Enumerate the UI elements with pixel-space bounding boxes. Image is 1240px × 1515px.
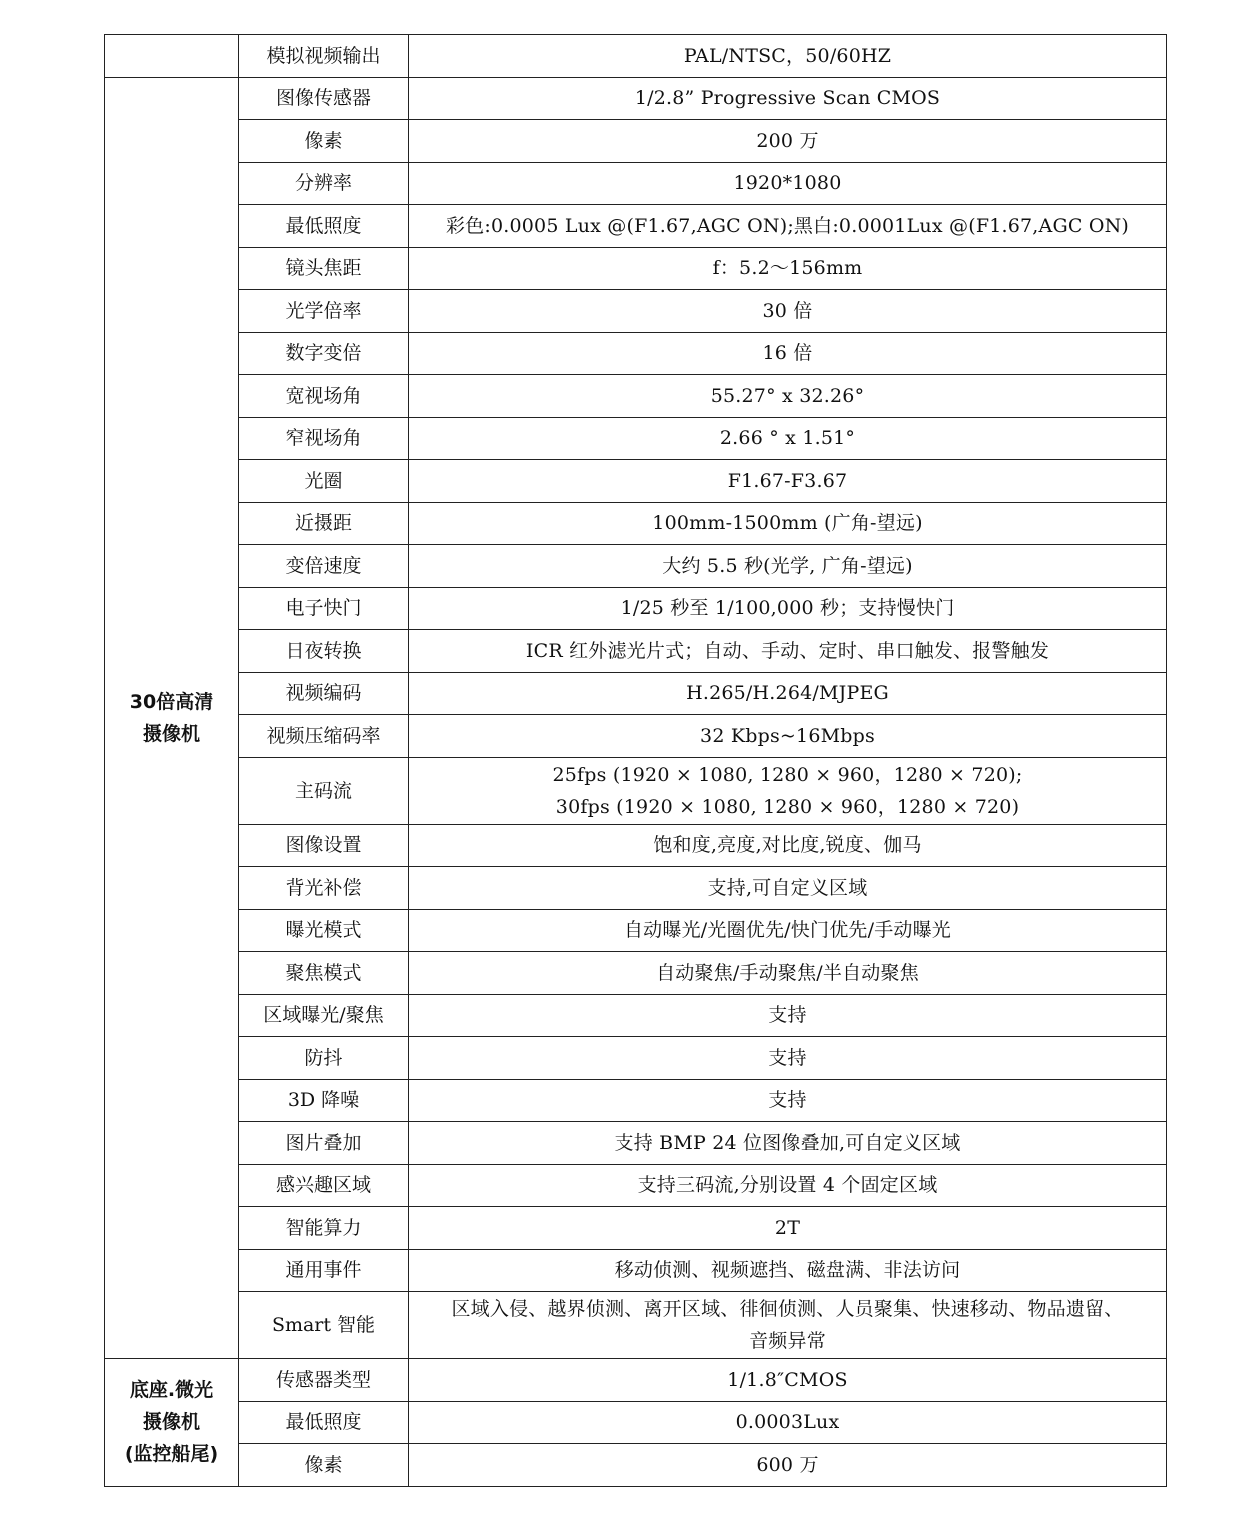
table-row <box>105 1207 1167 1250</box>
param-cell: 电子快门 <box>239 587 409 630</box>
param-cell: 智能算力 <box>239 1207 409 1250</box>
param-cell: 窄视场角 <box>239 417 409 460</box>
value-cell: 1920*1080 <box>409 162 1167 205</box>
value-cell: 支持 <box>409 994 1167 1037</box>
table-row <box>105 162 1167 205</box>
value-line: 25fps (1920 × 1080, 1280 × 960，1280 × 720); <box>552 763 1023 786</box>
param-cell: Smart 智能 <box>239 1292 409 1359</box>
value-cell: f：5.2～156mm <box>409 247 1167 290</box>
param-cell: 光学倍率 <box>239 290 409 333</box>
value-cell: 支持,可自定义区域 <box>409 867 1167 910</box>
value-cell: 200 万 <box>409 120 1167 163</box>
param-cell: 聚焦模式 <box>239 952 409 995</box>
value-line: 区域入侵、越界侦测、离开区域、徘徊侦测、人员聚集、快速移动、物品遗留、 <box>451 1298 1124 1320</box>
table-row <box>105 715 1167 758</box>
value-cell: 100mm-1500mm (广角-望远) <box>409 502 1167 545</box>
param-cell: 视频编码 <box>239 672 409 715</box>
value-cell: 支持 <box>409 1037 1167 1080</box>
param-cell: 区域曝光/聚焦 <box>239 994 409 1037</box>
value-cell: 600 万 <box>409 1444 1167 1487</box>
value-cell: 1/2.8” Progressive Scan CMOS <box>409 77 1167 120</box>
value-cell: 2T <box>409 1207 1167 1250</box>
table-row <box>105 1292 1167 1359</box>
table-row <box>105 1444 1167 1487</box>
value-cell: 32 Kbps~16Mbps <box>409 715 1167 758</box>
value-cell: 16 倍 <box>409 332 1167 375</box>
value-cell: ICR 红外滤光片式；自动、手动、定时、串口触发、报警触发 <box>409 630 1167 673</box>
table-row <box>105 1164 1167 1207</box>
param-cell: 曝光模式 <box>239 909 409 952</box>
table-row <box>105 205 1167 248</box>
group-label-line: 摄像机 <box>142 722 200 745</box>
param-cell: 主码流 <box>239 757 409 824</box>
value-line: 30fps (1920 × 1080, 1280 × 960，1280 × 720) <box>555 795 1020 818</box>
table-row <box>105 672 1167 715</box>
table-row <box>105 1079 1167 1122</box>
param-cell: 像素 <box>239 120 409 163</box>
table-row <box>105 460 1167 503</box>
value-cell: 彩色:0.0005 Lux @(F1.67,AGC ON);黑白:0.0001Lux @(F1.67,AGC ON) <box>409 205 1167 248</box>
value-cell: 0.0003Lux <box>409 1401 1167 1444</box>
value-line: 音频异常 <box>749 1330 826 1352</box>
value-cell: 1/1.8″CMOS <box>409 1359 1167 1402</box>
table-row <box>105 1401 1167 1444</box>
table-row <box>105 994 1167 1037</box>
table-row <box>105 120 1167 163</box>
table-row <box>105 587 1167 630</box>
param-cell: 最低照度 <box>239 205 409 248</box>
param-cell: 防抖 <box>239 1037 409 1080</box>
param-cell: 通用事件 <box>239 1249 409 1292</box>
value-cell: 移动侦测、视频遮挡、磁盘满、非法访问 <box>409 1249 1167 1292</box>
param-cell: 近摄距 <box>239 502 409 545</box>
table-row <box>105 35 1167 78</box>
param-cell: 宽视场角 <box>239 375 409 418</box>
value-cell: F1.67-F3.67 <box>409 460 1167 503</box>
group-cell-empty <box>105 35 239 78</box>
param-cell: 变倍速度 <box>239 545 409 588</box>
param-cell: 数字变倍 <box>239 332 409 375</box>
table-row <box>105 247 1167 290</box>
param-cell: 传感器类型 <box>239 1359 409 1402</box>
table-row <box>105 909 1167 952</box>
value-cell: H.265/H.264/MJPEG <box>409 672 1167 715</box>
table-row <box>105 1359 1167 1402</box>
value-cell <box>409 1292 1167 1359</box>
group-cell-camera <box>105 77 239 1359</box>
value-cell: 2.66 ° x 1.51° <box>409 417 1167 460</box>
param-cell: 镜头焦距 <box>239 247 409 290</box>
value-cell: 支持三码流,分别设置 4 个固定区域 <box>409 1164 1167 1207</box>
value-cell: 自动曝光/光圈优先/快门优先/手动曝光 <box>409 909 1167 952</box>
param-cell: 光圈 <box>239 460 409 503</box>
param-cell: 图像设置 <box>239 824 409 867</box>
value-cell: 1/25 秒至 1/100,000 秒；支持慢快门 <box>409 587 1167 630</box>
table-row <box>105 824 1167 867</box>
value-cell: 饱和度,亮度,对比度,锐度、伽马 <box>409 824 1167 867</box>
table-row <box>105 1249 1167 1292</box>
spec-table <box>104 34 1167 1487</box>
value-cell: 支持 <box>409 1079 1167 1122</box>
value-cell <box>409 757 1167 824</box>
param-cell: 最低照度 <box>239 1401 409 1444</box>
table-row <box>105 757 1167 824</box>
group-label-line: 摄像机 <box>142 1411 200 1434</box>
value-cell: 自动聚焦/手动聚焦/半自动聚焦 <box>409 952 1167 995</box>
value-cell: 55.27° x 32.26° <box>409 375 1167 418</box>
table-row <box>105 502 1167 545</box>
table-row <box>105 417 1167 460</box>
param-cell: 日夜转换 <box>239 630 409 673</box>
group-label-line: 底座.微光 <box>129 1379 214 1402</box>
group-label-line: (监控船尾) <box>124 1443 219 1466</box>
param-cell: 3D 降噪 <box>239 1079 409 1122</box>
value-cell: PAL/NTSC，50/60HZ <box>409 35 1167 78</box>
group-label-line: 30倍高清 <box>129 690 214 713</box>
table-row <box>105 952 1167 995</box>
table-row <box>105 545 1167 588</box>
group-cell-base <box>105 1359 239 1487</box>
param-cell: 分辨率 <box>239 162 409 205</box>
table-row <box>105 1122 1167 1165</box>
param-cell: 视频压缩码率 <box>239 715 409 758</box>
param-cell: 图片叠加 <box>239 1122 409 1165</box>
value-cell: 大约 5.5 秒(光学, 广角-望远) <box>409 545 1167 588</box>
param-cell: 感兴趣区域 <box>239 1164 409 1207</box>
table-row <box>105 77 1167 120</box>
table-row <box>105 630 1167 673</box>
table-row <box>105 332 1167 375</box>
param-cell: 图像传感器 <box>239 77 409 120</box>
param-cell: 背光补偿 <box>239 867 409 910</box>
value-cell: 支持 BMP 24 位图像叠加,可自定义区域 <box>409 1122 1167 1165</box>
table-row <box>105 290 1167 333</box>
table-row <box>105 375 1167 418</box>
param-cell: 像素 <box>239 1444 409 1487</box>
table-row <box>105 1037 1167 1080</box>
table-row <box>105 867 1167 910</box>
param-cell: 模拟视频输出 <box>239 35 409 78</box>
value-cell: 30 倍 <box>409 290 1167 333</box>
